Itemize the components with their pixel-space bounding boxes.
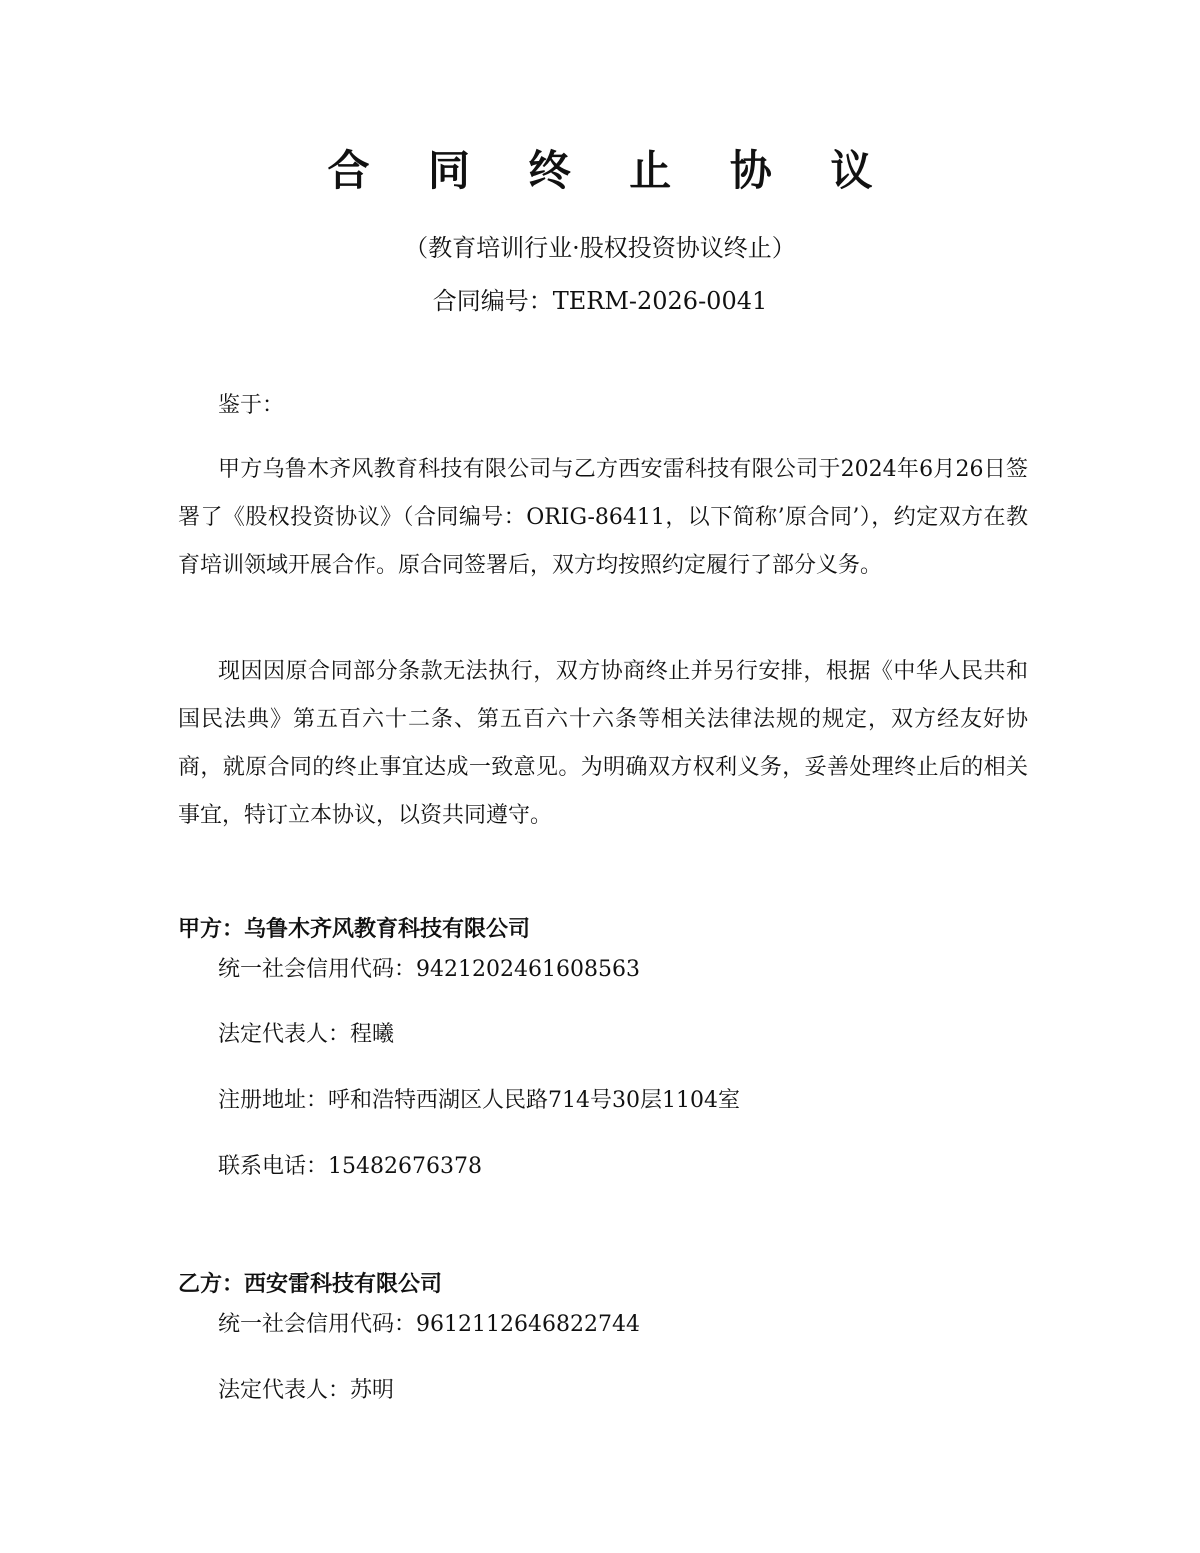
recital-paragraph-2: 现因因原合同部分条款无法执行，双方协商终止并另行安排，根据《中华人民共和国民法典》第五百六十二条、第五百六十六条等相关法律法规的规定，双方经友好协商，就原合同的终止事宜达成一致意见。为明确双方权利义务，妥善处理终止后的相关事宜，特订立本协议，以资共同遵守。 <box>178 659 1028 828</box>
party-b-heading: 乙方：西安雷科技有限公司 <box>178 1272 443 1297</box>
recital-paragraph-1: 甲方乌鲁木齐风教育科技有限公司与乙方西安雷科技有限公司于2024年6月26日签署了《股权投资协议》（合同编号：ORIG-86411，以下简称’原合同’），约定双方在教育培训领域开展合作。原合同签署后，双方均按照约定履行了部分义务。 <box>178 457 1028 578</box>
party-a-legal-rep: 法定代表人：程曦 <box>218 1022 395 1047</box>
document-title: 合 同 终 止 协 议 <box>327 146 895 195</box>
party-b-legal-rep: 法定代表人：苏明 <box>218 1378 395 1403</box>
party-a-address: 注册地址：呼和浩特西湖区人民路714号30层1104室 <box>218 1088 740 1113</box>
contract-number: 合同编号：TERM-2026-0041 <box>432 287 768 315</box>
whereas-label: 鉴于： <box>218 393 285 418</box>
party-b-credit-code: 统一社会信用代码：9612112646822744 <box>218 1312 640 1337</box>
document-subtitle: （教育培训行业·股权投资协议终止） <box>404 234 796 262</box>
party-a-phone: 联系电话：15482676378 <box>218 1154 482 1179</box>
party-a-heading: 甲方：乌鲁木齐风教育科技有限公司 <box>178 917 531 942</box>
party-a-credit-code: 统一社会信用代码：9421202461608563 <box>218 957 640 982</box>
